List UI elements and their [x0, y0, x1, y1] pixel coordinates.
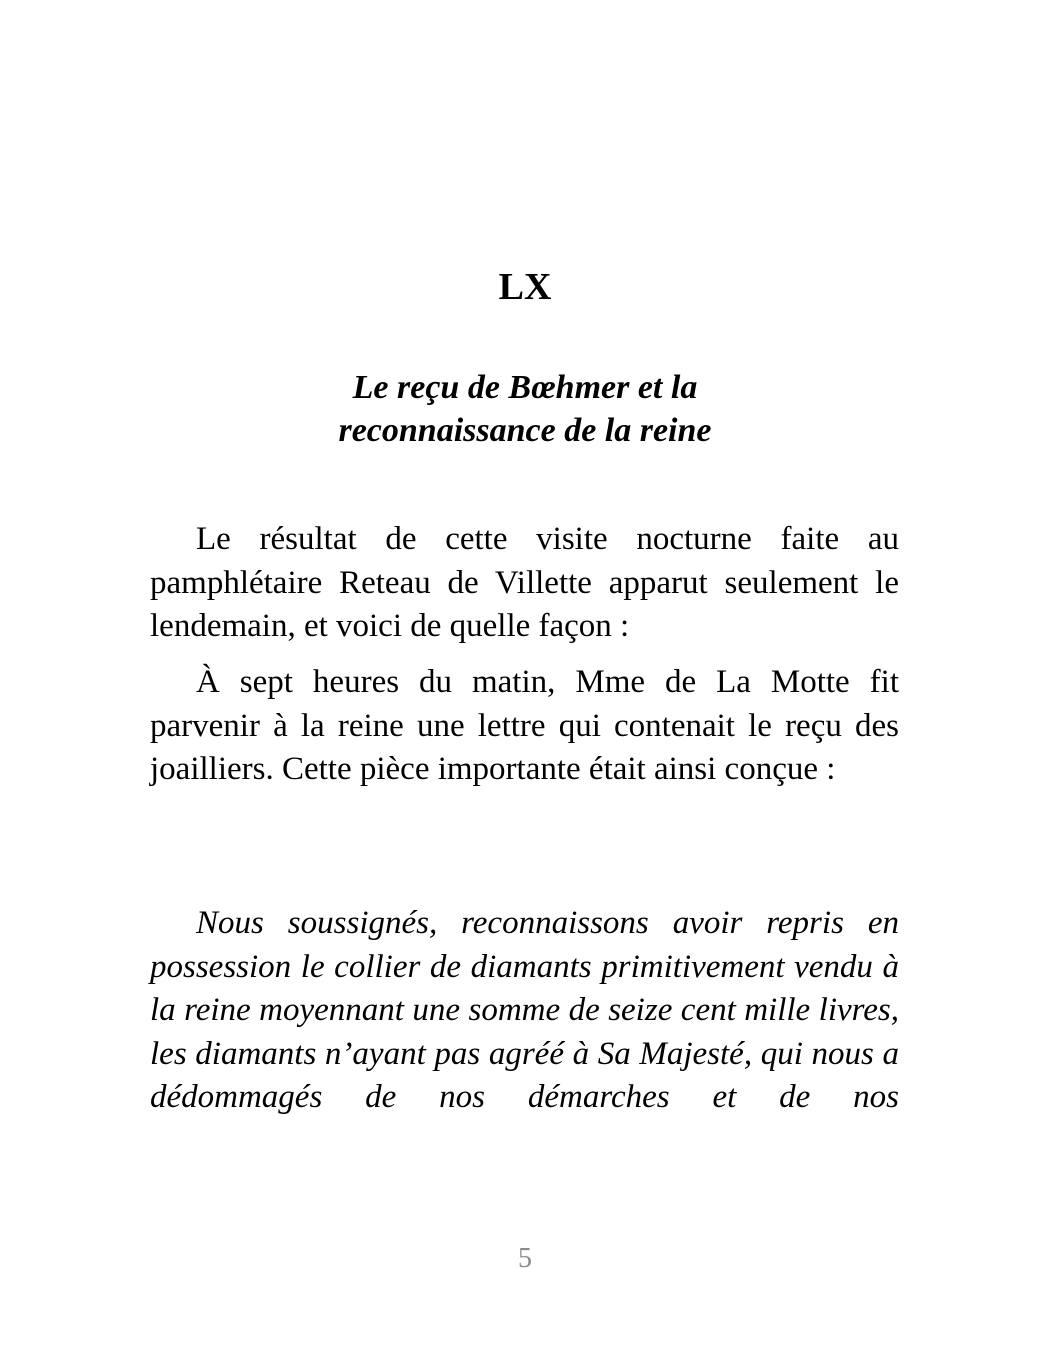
quoted-receipt-paragraph: Nous soussignés, reconnaissons avoir repris en possession le collier de diamants primitivement vendu à la reine moyennant une somme de seize cent mille livres, les diamants n’ayant pas agréé à Sa Majesté, qui nous a dédommagés de nos démarches et de nos [150, 905, 899, 1115]
chapter-number: LX [498, 266, 552, 308]
paragraph-2: À sept heures du matin, Mme de La Motte fit parvenir à la reine une lettre qui contenait le reçu des joailliers. Cette pièce importante était ainsi conçue : [150, 664, 899, 787]
chapter-title [0, 366, 1050, 452]
page-number: 5 [518, 1243, 532, 1274]
chapter-title-line-2: reconnaissance de la reine [338, 412, 712, 449]
paragraph-1: Le résultat de cette visite nocturne faite au pamphlétaire Reteau de Villette apparut seulement le lendemain, et voici de quelle façon : [150, 521, 899, 644]
chapter-title-line-1: Le reçu de Bœhmer et la [352, 369, 698, 406]
